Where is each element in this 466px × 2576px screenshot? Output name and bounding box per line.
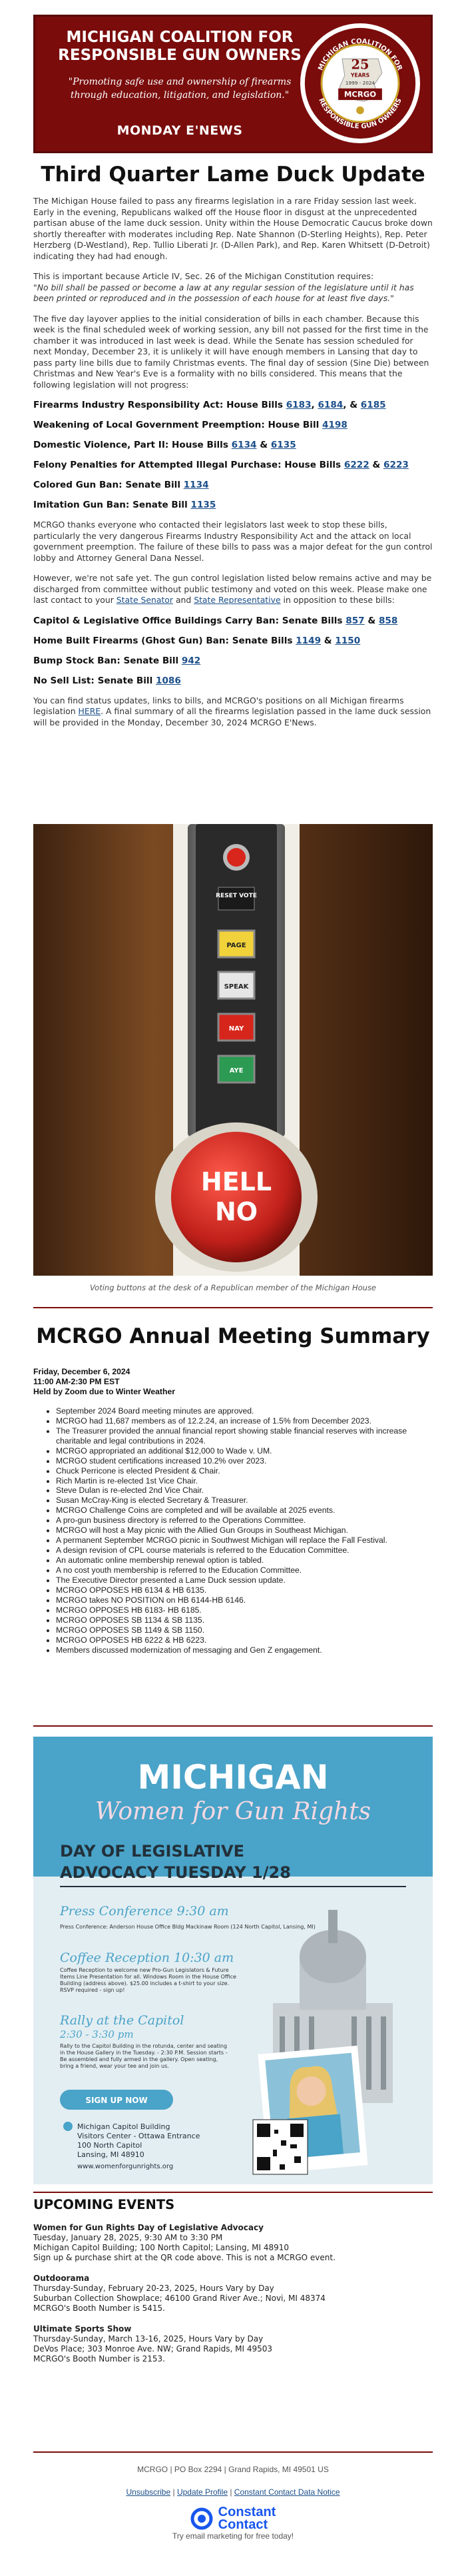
bill-link-6183[interactable]: 6183 <box>286 400 312 410</box>
bill-link-6185[interactable]: 6185 <box>360 400 386 410</box>
bill-link-1134[interactable]: 1134 <box>183 480 209 490</box>
annual-meeting-section <box>33 1324 433 1655</box>
event-item <box>33 2324 433 2364</box>
minutes-item: • MCRGO OPPOSES HB 6183- HB 6185. <box>56 1605 433 1615</box>
section-divider-4 <box>33 2451 433 2453</box>
bill-link-4198[interactable]: 4198 <box>322 420 348 430</box>
active-bill-line <box>33 675 433 686</box>
section-divider-3 <box>33 2192 433 2193</box>
bill-link-1135[interactable]: 1135 <box>190 500 216 510</box>
flyer-address-1: Michigan Capitol Building <box>77 2122 170 2131</box>
minutes-item: • A permanent September MCRGO picnic in Southwest Michigan will replace the Fall Festival. <box>56 1535 433 1545</box>
event-detail: MCRGO's Booth Number is 2153. <box>33 2354 165 2363</box>
bill-link-858[interactable]: 858 <box>378 615 398 626</box>
minutes-item: • MCRGO OPPOSES SB 1149 & SB 1150. <box>56 1625 433 1635</box>
dead-bill-line <box>33 480 433 490</box>
minutes-item: • Steve Dulan is re-elected 2nd Vice Chair. <box>56 1486 433 1496</box>
constant-contact-tagline: Try email marketing for free today! <box>172 2531 294 2541</box>
minutes-item: • The Executive Director presented a Lame Duck session update. <box>56 1575 433 1585</box>
active-bill-line: Home Built Firearms (Ghost Gun) Ban: Senate Bills 1149 & 1150 <box>33 635 361 646</box>
minutes-item: • September 2024 Board meeting minutes are approved. <box>56 1406 433 1416</box>
constant-contact-logo-icon <box>190 2507 213 2530</box>
event-item <box>33 2274 433 2314</box>
constitution-lead: This is important because Article IV, Sec. 26 of the Michigan Constitution requires: <box>33 271 374 281</box>
dead-bill-line: Felony Penalties for Attempted Illegal Purchase: House Bills 6222 & 6223 <box>33 460 409 470</box>
masthead <box>33 15 433 153</box>
bill-label: Felony Penalties for Attempted Illegal Purchase: House Bills <box>33 460 344 470</box>
minutes-item: • A pro-gun business directory is referred to the Operations Committee. <box>56 1515 433 1525</box>
women-for-gun-rights-flyer[interactable] <box>33 1737 433 2184</box>
lame-duck-section <box>33 163 433 737</box>
p5-text-b: and <box>173 595 194 605</box>
minutes-item: • An automatic online membership renewal option is tabled. <box>56 1555 433 1565</box>
seal-name: MCRGO <box>344 89 377 99</box>
bill-label: Home Built Firearms (Ghost Gun) Ban: Senate Bills <box>33 635 296 646</box>
rally-time: 2:30 - 3:30 pm <box>60 2028 134 2040</box>
minutes-item: • MCRGO OPPOSES HB 6222 & HB 6223. <box>56 1635 433 1645</box>
active-bill-line <box>33 655 433 666</box>
sticker-text-top: HELL <box>200 1167 272 1196</box>
minutes-item: • MCRGO had 11,687 members as of 12.2.24, an increase of 1.5% from December 2023. <box>56 1416 433 1426</box>
bill-label: Colored Gun Ban: Senate Bill <box>33 480 184 490</box>
lame-duck-paragraph-3: The five day layover applies to the initial consideration of bills in each chamber. Because this week is the final scheduled week of working session, any bill not passed for the first time in the chamber it was introduced in last week is dead. While the Senate has session scheduled for next Monday, December 23, it is unlikely it will have enough members in Lansing that day to pass party line bills due to family Christmas events. The final day of session (Sine Die) between Christmas and New Year's Eve is a formality with no bills considered. This means that the following legislation will not progress: <box>33 313 429 390</box>
minutes-item: • MCRGO takes NO POSITION on HB 6144-HB 6146. <box>56 1595 433 1605</box>
flyer-graphic <box>33 1737 433 2184</box>
constant-contact-wordmark <box>218 2506 276 2531</box>
event-detail: Thursday-Sunday, March 13-16, 2025, Hours Vary by Day <box>33 2334 264 2344</box>
brand-line-1: Constant <box>218 2505 276 2519</box>
flyer-state: MICHIGAN <box>137 1758 329 1797</box>
event-name: Outdoorama <box>33 2274 90 2283</box>
upcoming-events-title: UPCOMING EVENTS <box>33 2197 175 2212</box>
bill-label: Firearms Industry Responsibility Act: House Bills <box>33 400 286 410</box>
bill-label: Weakening of Local Government Preemption: House Bill <box>33 420 322 430</box>
dead-bill-line <box>33 500 433 510</box>
minutes-item: • A no cost youth membership is referred to the Education Committee. <box>56 1565 433 1575</box>
lame-duck-paragraph-2 <box>33 271 433 304</box>
unsubscribe-link[interactable]: Unsubscribe <box>126 2487 171 2497</box>
event-name: Ultimate Sports Show <box>33 2324 132 2334</box>
lame-duck-paragraph-4: MCRGO thanks everyone who contacted their legislators last week to stop these bills, particularly the very dangerous Firearms Industry Responsibility Act and the attack on local government preemption. The failure of these bills to pass was a major defeat for the gun control lobby and Attorney General Dana Nessel. <box>33 520 433 563</box>
minutes-item: • MCRGO will host a May picnic with the Allied Gun Groups in Southeast Michigan. <box>56 1525 433 1535</box>
sticker-text-bottom: NO <box>214 1197 258 1226</box>
flyer-day-line1: DAY OF LEGISLATIVE <box>60 1842 244 1861</box>
org-title: MICHIGAN COALITION FOR RESPONSIBLE GUN OWNERS <box>58 29 302 64</box>
mcrgo-seal-logo <box>300 23 420 143</box>
seal-bottom-text: RESPONSIBLE GUN OWNERS <box>317 97 403 131</box>
seal-years-label: YEARS <box>350 72 370 79</box>
footer-address: MCRGO | PO Box 2294 | Grand Rapids, MI 49501 US <box>137 2465 329 2474</box>
event-detail: DeVos Place; 303 Monroe Ave. NW; Grand Rapids, MI 49503 <box>33 2344 272 2354</box>
event-item <box>33 2223 433 2263</box>
rally-body: Rally to the Capitol Building in the rotunda, center and seating in the House Gallery in the Tuesday. - 2:30 P.M. Session starts - Be assembled and fully armed in the gallery. Open seating, bring a friend, wear your tee and join us. <box>60 2043 228 2069</box>
press-body: Press Conference: Anderson House Office Bldg Mackinaw Room (124 North Capitol, Lansing, MI) <box>60 1924 316 1930</box>
email-footer <box>33 2465 433 2541</box>
minutes-item: • Members discussed modernization of messaging and Gen Z engagement. <box>56 1645 433 1655</box>
event-detail: MCRGO's Booth Number is 5415. <box>33 2304 165 2313</box>
bill-link-857[interactable]: 857 <box>346 615 365 626</box>
dead-bill-line: Domestic Violence, Part II: House Bills 6134 & 6135 <box>33 440 296 450</box>
legislation-status-link[interactable]: HERE <box>78 706 101 716</box>
p6-text-a: You can find status updates, links to bills, and MCRGO's positions on all Michigan firearms legislation <box>33 695 404 716</box>
events-list <box>33 2223 433 2364</box>
newsletter-name: MONDAY E'NEWS <box>116 123 243 138</box>
event-detail: Michigan Capitol Building; 100 North Capitol; Lansing, MI 48910 <box>33 2243 290 2252</box>
lame-duck-paragraph-5 <box>33 573 433 606</box>
minutes-item: • A design revision of CPL course materials is referred to the Education Committee. <box>56 1545 433 1555</box>
event-detail: Thursday-Sunday, February 20-23, 2025, Hours Vary by Day <box>33 2284 274 2293</box>
speak-button-label: SPEAK <box>224 983 249 991</box>
minutes-item: • MCRGO Challenge Coins are completed and will be available at 2025 events. <box>56 1505 433 1515</box>
lame-duck-title: Third Quarter Lame Duck Update <box>41 163 425 187</box>
minutes-item: • Susan McCray-King is elected Secretary & Treasurer. <box>56 1496 433 1505</box>
seal-top-text: MICHIGAN COALITION FOR <box>317 37 403 72</box>
page-button-label: PAGE <box>226 942 246 949</box>
bill-label: Imitation Gun Ban: Senate Bill <box>33 500 191 510</box>
constitution-quote: "No bill shall be passed or become a law at any regular session of the legislature until it has been printed or reproduced and in the possession of each house for at least five days." <box>33 282 414 303</box>
minutes-item: • The Treasurer provided the annual financial report showing stable financial reserves with increase charitable and legal contributions in 2024. <box>56 1426 433 1446</box>
bill-link-6184[interactable]: 6184 <box>318 400 344 410</box>
lame-duck-paragraph-6 <box>33 695 433 729</box>
bill-link-1149[interactable]: 1149 <box>296 635 322 646</box>
bill-label: No Sell List: Senate Bill <box>33 675 156 686</box>
section-divider-1 <box>33 1307 433 1308</box>
coffee-body: Coffee Reception to welcome new Pro-Gun Legislators & Future Items Line Presentation for all. Windows Room in the House Office Building (address above). $25.00 includes a t-shirt to your size. RSVP required - sign up! <box>60 1967 236 1993</box>
dead-bills-list <box>33 400 433 510</box>
minutes-item: • MCRGO student certifications increased 10.2% over 2023. <box>56 1456 433 1466</box>
active-bills-list <box>33 616 433 686</box>
annual-meeting-title: MCRGO Annual Meeting Summary <box>36 1324 430 1348</box>
reset-vote-label: RESET VOTE <box>216 893 257 899</box>
press-title: Press Conference 9:30 am <box>60 1904 229 1919</box>
active-bill-line: Capitol & Legislative Office Buildings Carry Ban: Senate Bills 857 & 858 <box>33 615 398 626</box>
seal-since: 1999 - 2024 <box>345 79 375 86</box>
state-senator-link[interactable]: State Senator <box>116 595 173 605</box>
event-detail: Sign up & purchase shirt at the QR code above. This is not a MCRGO event. <box>33 2253 336 2262</box>
dead-bill-line: Firearms Industry Responsibility Act: House Bills 6183, 6184, & 6185 <box>33 400 386 410</box>
coffee-title: Coffee Reception 10:30 am <box>60 1950 234 1965</box>
meeting-minutes-list <box>56 1406 433 1655</box>
seal-graphic <box>302 25 418 141</box>
update-profile-link[interactable]: Update Profile <box>176 2487 228 2497</box>
bill-label: Domestic Violence, Part II: House Bills <box>33 440 232 450</box>
p5-text-c: in opposition to these bills: <box>280 595 395 605</box>
bill-link-6223[interactable]: 6223 <box>383 460 409 470</box>
lame-duck-paragraph-1: The Michigan House failed to pass any firearms legislation in a rare Friday session last week. Early in the evening, Republicans walked off the House floor in disgust at the unprecedented partisan abuse of the lame duck session. Unity within the House Democratic Caucus broke down shortly thereafter with moderates including Rep. Nate Shannon (D-Sterling Heights), Rep. Peter Herzberg (D-Westland), Rep. Tullio Liberati Jr. (D-Allen Park), and Rep. Karen Whitsett (D-Detroit) indicating they had had enough. <box>33 196 433 261</box>
bill-link-6222[interactable]: 6222 <box>344 460 369 470</box>
org-motto: "Promoting safe use and ownership of firearms through education, litigation, and legislation." <box>68 77 292 101</box>
minutes-item: • MCRGO OPPOSES HB 6134 & HB 6135. <box>56 1585 433 1595</box>
data-notice-link[interactable]: Constant Contact Data Notice <box>234 2487 340 2497</box>
brand-line-2: Contact <box>218 2517 268 2532</box>
meeting-time: 11:00 AM-2:30 PM EST <box>33 1377 120 1386</box>
bill-link-1150[interactable]: 1150 <box>335 635 361 646</box>
photo-caption: Voting buttons at the desk of a Republican member of the Michigan House <box>89 1283 377 1292</box>
event-name: Women for Gun Rights Day of Legislative Advocacy <box>33 2223 264 2232</box>
seal-years-number: 25 <box>351 57 369 73</box>
constant-contact-badge[interactable] <box>33 2506 433 2531</box>
bill-link-6134[interactable]: 6134 <box>231 440 257 450</box>
dead-bill-line <box>33 420 433 430</box>
event-detail: Suburban Collection Showplace; 46100 Grand River Ave.; Novi, MI 48374 <box>33 2294 326 2303</box>
bill-link-6135[interactable]: 6135 <box>270 440 296 450</box>
section-divider-2 <box>33 1725 433 1727</box>
flyer-address-2: Visitors Center - Ottawa Entrance <box>77 2132 200 2140</box>
minutes-item: • Chuck Perricone is elected President & Chair. <box>56 1466 433 1476</box>
footer-links: Unsubscribe | Update Profile | Constant Contact Data Notice <box>126 2487 340 2497</box>
voting-buttons-illustration <box>33 824 433 1276</box>
minutes-item: • MCRGO OPPOSES SB 1134 & SB 1135. <box>56 1615 433 1625</box>
aye-button-label: AYE <box>229 1067 244 1074</box>
email-header-wrap <box>33 15 433 153</box>
p5-text-a: However, we're not safe yet. The gun control legislation listed below remains active and may be discharged from committee without public testimony and voted on this week. Please make one last contact to your <box>33 573 432 605</box>
bill-link-1086[interactable]: 1086 <box>155 675 181 686</box>
meeting-note: Held by Zoom due to Winter Weather <box>33 1387 175 1396</box>
meeting-info <box>33 1367 433 1397</box>
event-detail: Tuesday, January 28, 2025, 9:30 AM to 3:30 PM <box>33 2233 223 2242</box>
flyer-address-4: Lansing, MI 48910 <box>77 2150 144 2159</box>
flyer-org: Women for Gun Rights <box>95 1798 371 1825</box>
meeting-date: Friday, December 6, 2024 <box>33 1367 130 1376</box>
bill-link-942[interactable]: 942 <box>181 655 201 666</box>
voting-buttons-photo <box>33 824 433 1276</box>
rally-title: Rally at the Capitol <box>60 2013 184 2028</box>
minutes-item: • MCRGO appropriated an additional $12,000 to Wade v. UM. <box>56 1446 433 1456</box>
bill-label: Capitol & Legislative Office Buildings Carry Ban: Senate Bills <box>33 615 346 626</box>
upcoming-events-section <box>33 2197 433 2364</box>
signup-button-label: SIGN UP NOW <box>85 2096 148 2105</box>
nay-button-label: NAY <box>228 1025 244 1033</box>
state-representative-link[interactable]: State Representative <box>194 595 281 605</box>
minutes-item: • Rich Martin is re-elected 1st Vice Chair. <box>56 1476 433 1486</box>
bill-label: Bump Stock Ban: Senate Bill <box>33 655 182 666</box>
flyer-day-line2: ADVOCACY TUESDAY 1/28 <box>60 1863 291 1882</box>
flyer-website: www.womenforgunrights.org <box>77 2163 174 2170</box>
p6-text-b: . A final summary of all the firearms legislation passed in the lame duck session will be provided in the Monday, December 30, 2024 MCRGO E'News. <box>33 706 431 727</box>
flyer-address-3: 100 North Capitol <box>77 2141 142 2150</box>
